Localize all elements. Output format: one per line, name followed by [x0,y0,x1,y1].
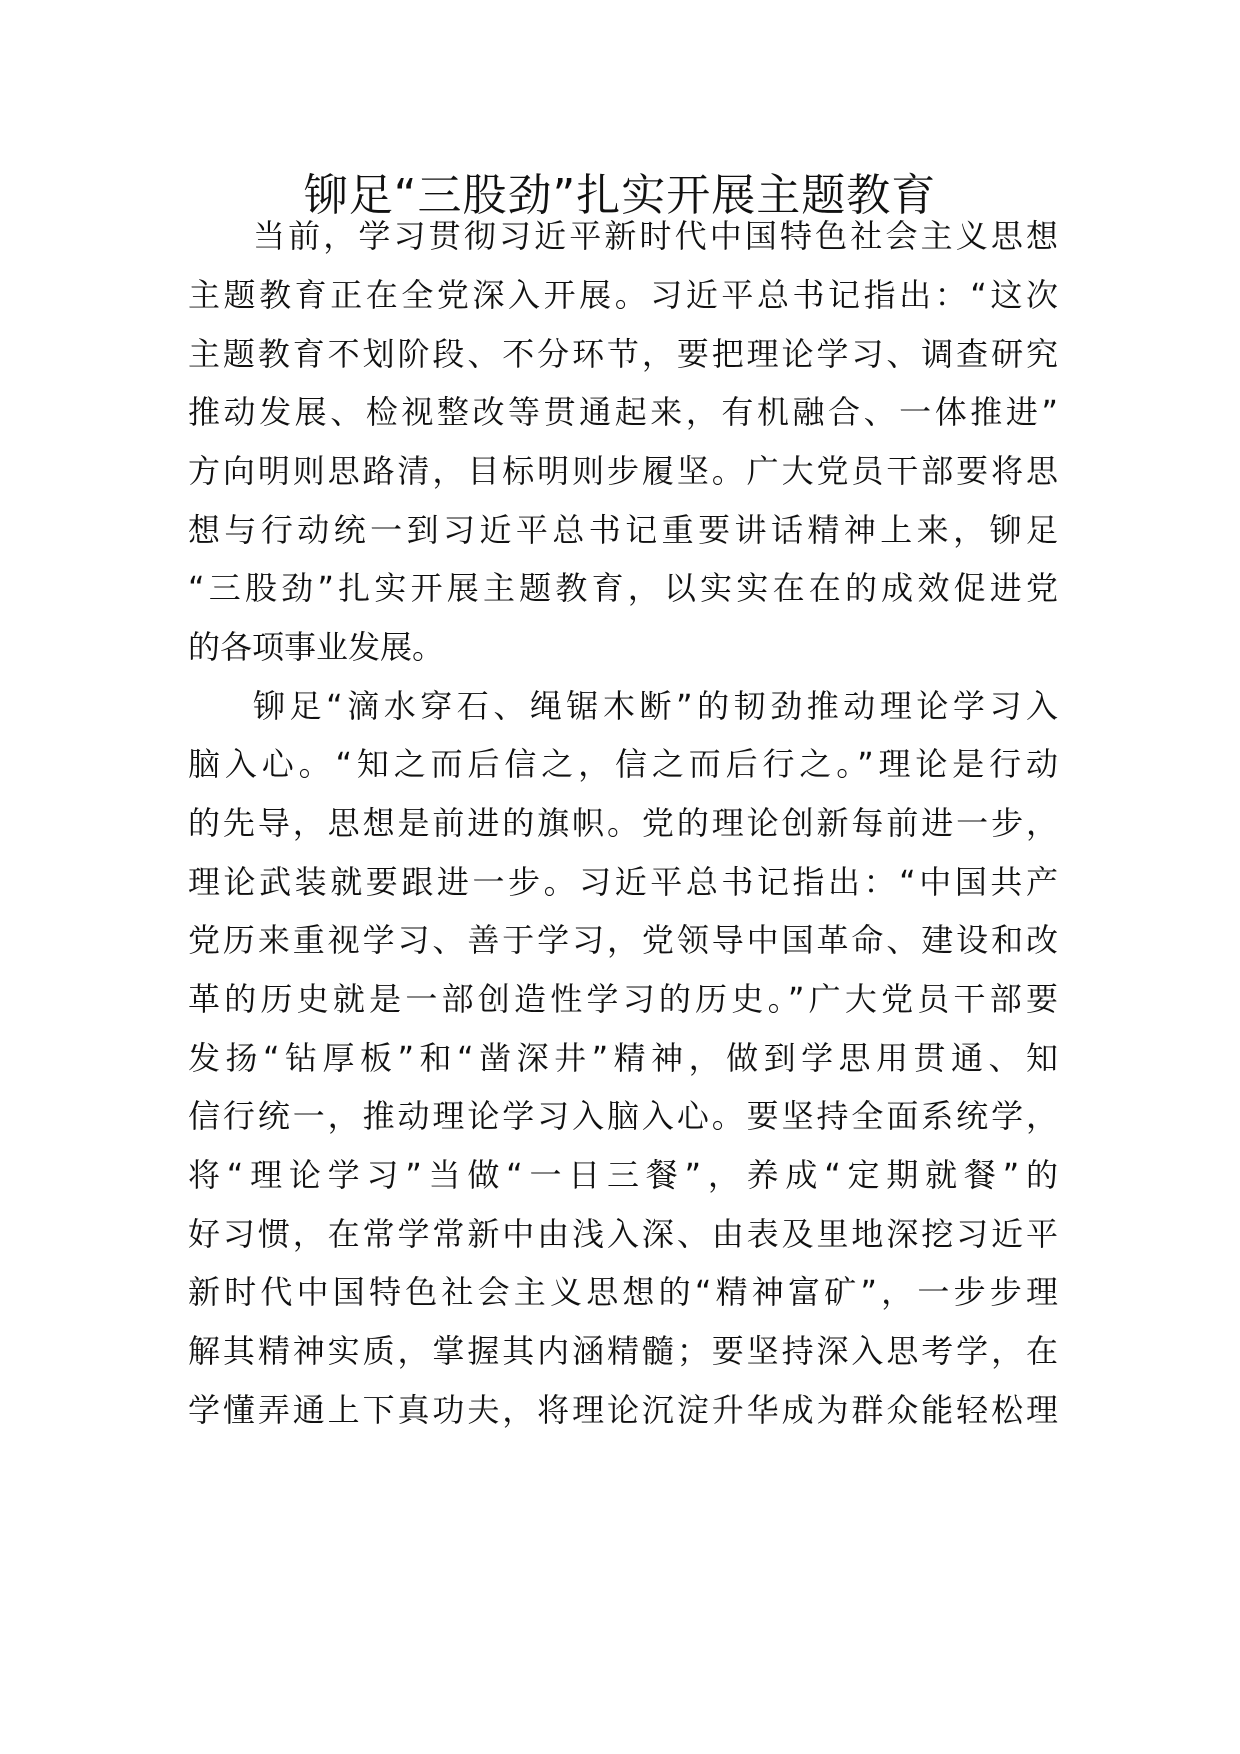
paragraph-1-line-7: “三股劲”扎实开展主题教育，以实实在在的成效促进党 [188,569,1058,607]
paragraph-1-line-6: 想与行动统一到习近平总书记重要讲话精神上来，铆足 [188,511,1058,549]
paragraph-2-line-7: 发扬“钻厚板”和“凿深井”精神，做到学思用贯通、知 [188,1039,1058,1077]
paragraph-2-line-10: 好习惯，在常学常新中由浅入深、由表及里地深挖习近平 [188,1215,1058,1253]
paragraph-1-line-2: 主题教育正在全党深入开展。习近平总书记指出：“这次 [188,276,1058,314]
paragraph-2-line-2: 脑入心。“知之而后信之，信之而后行之。”理论是行动 [188,745,1058,783]
paragraph-1-line-5: 方向明则思路清，目标明则步履坚。广大党员干部要将思 [188,452,1058,490]
paragraph-2-line-3: 的先导，思想是前进的旗帜。党的理论创新每前进一步， [188,804,1058,842]
document-title: 铆足“三股劲”扎实开展主题教育 [303,170,937,221]
paragraph-1-line-8: 的各项事业发展。 [188,628,445,666]
paragraph-2-line-5: 党历来重视学习、善于学习，党领导中国革命、建设和改 [188,921,1058,959]
paragraph-2-line-8: 信行统一，推动理论学习入脑入心。要坚持全面系统学， [188,1097,1058,1135]
paragraph-1-line-3: 主题教育不划阶段、不分环节，要把理论学习、调查研究 [188,335,1058,373]
paragraph-2-line-12: 解其精神实质，掌握其内涵精髓；要坚持深入思考学，在 [188,1332,1058,1370]
paragraph-2-line-13: 学懂弄通上下真功夫，将理论沉淀升华成为群众能轻松理 [188,1391,1058,1429]
paragraph-1-line-4: 推动发展、检视整改等贯通起来，有机融合、一体推进” [188,393,1058,431]
paragraph-2-line-1: 铆足“滴水穿石、绳锯木断”的韧劲推动理论学习入 [253,687,1058,725]
paragraph-2-line-6: 革的历史就是一部创造性学习的历史。”广大党员干部要 [188,980,1058,1018]
paragraph-2-line-4: 理论武装就要跟进一步。习近平总书记指出：“中国共产 [188,863,1058,901]
paragraph-2-line-9: 将“理论学习”当做“一日三餐”，养成“定期就餐”的 [188,1156,1058,1194]
paragraph-1-line-1: 当前，学习贯彻习近平新时代中国特色社会主义思想 [253,217,1058,255]
paragraph-2-line-11: 新时代中国特色社会主义思想的“精神富矿”，一步步理 [188,1273,1058,1311]
